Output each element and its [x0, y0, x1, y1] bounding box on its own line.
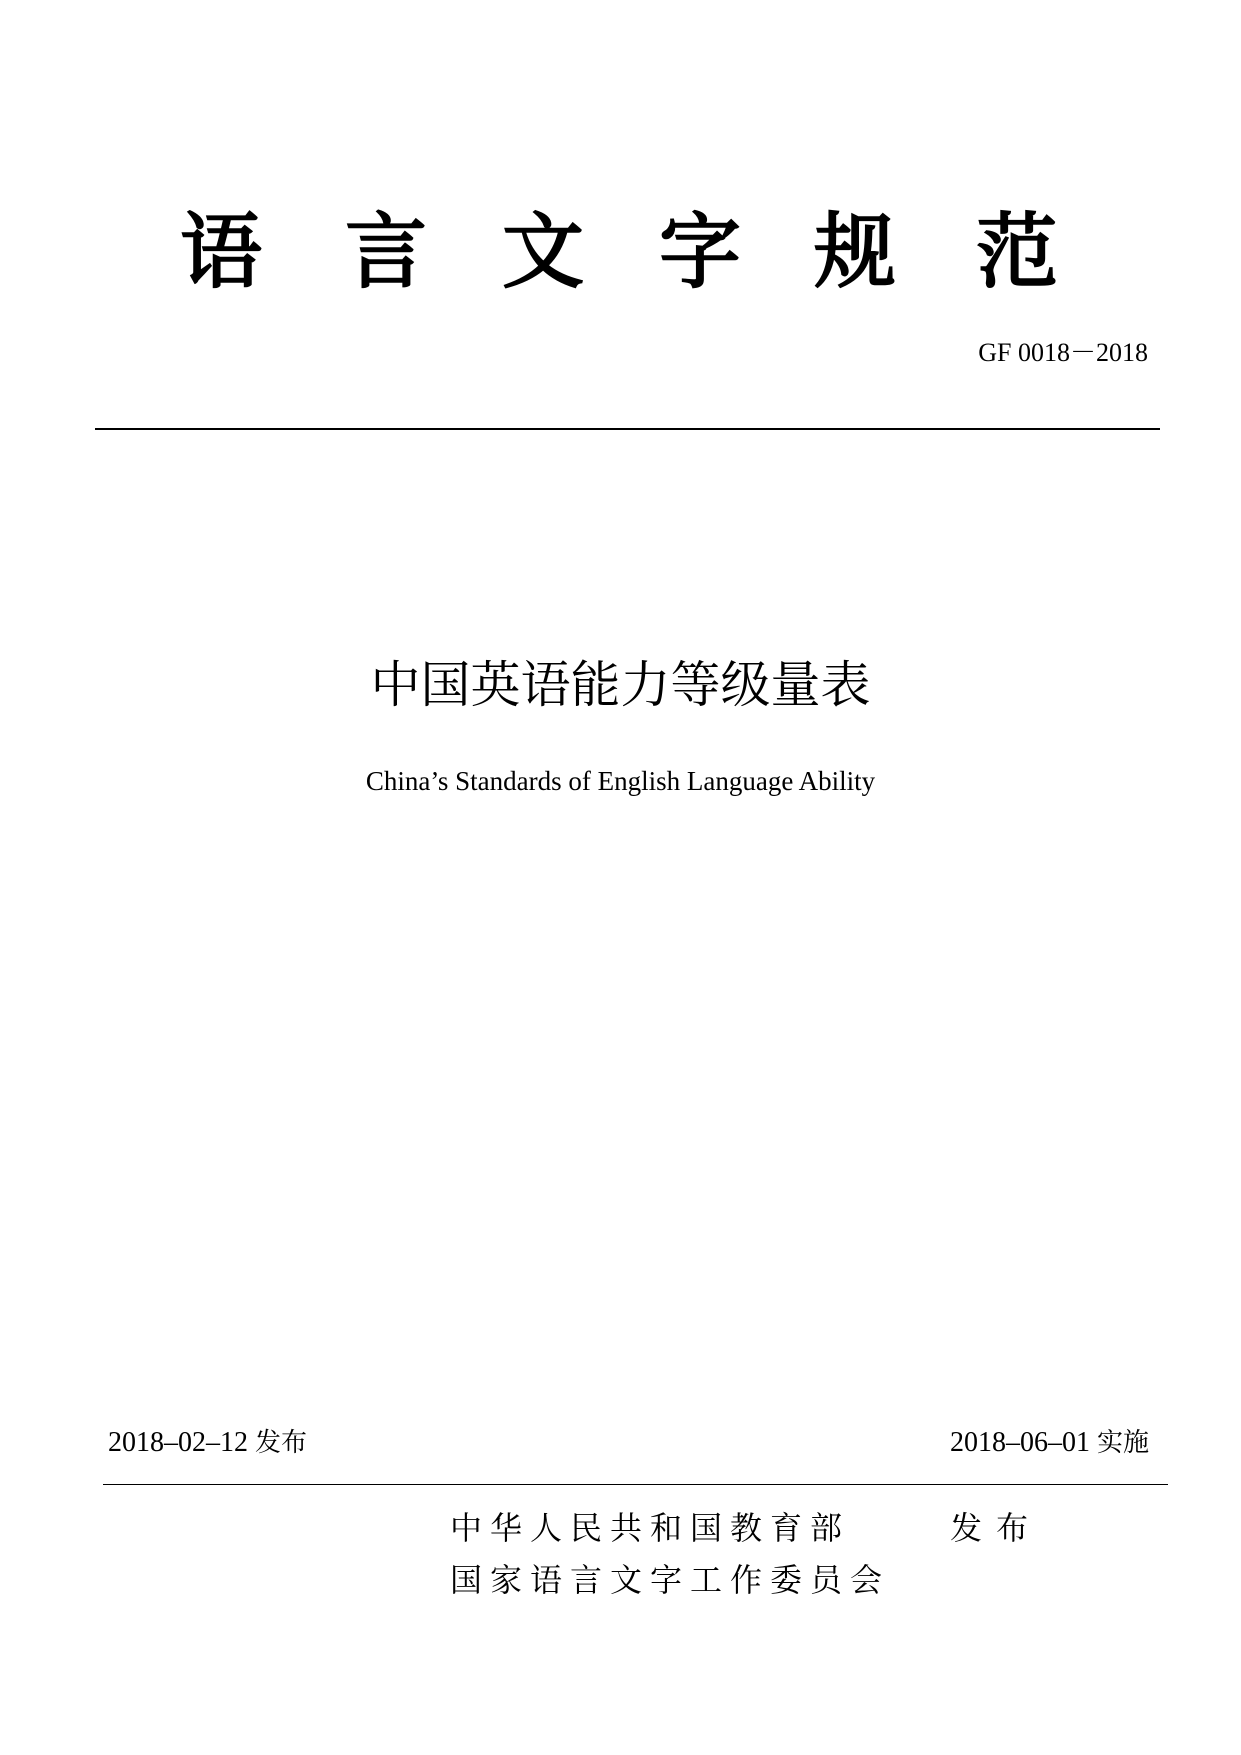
- masthead-char: 字: [659, 205, 742, 300]
- effective-date: [950, 1426, 1149, 1460]
- masthead-char: 规: [814, 205, 897, 300]
- issue-date-value: 2018–02–12: [108, 1427, 248, 1458]
- title-english: China’s Standards of English Language Ability: [365, 766, 876, 796]
- standard-code: GF 0018－2018: [978, 338, 1148, 367]
- top-divider: [95, 428, 1160, 430]
- issue-date: [108, 1426, 307, 1460]
- issuer-commission: 国家语言文字工作委员会: [450, 1561, 891, 1599]
- masthead-char: 语: [180, 205, 263, 300]
- issuer-ministry: 中华人民共和国教育部: [450, 1509, 851, 1547]
- masthead-char: 言: [345, 205, 428, 300]
- effective-date-value: 2018–06–01: [949, 1427, 1090, 1458]
- issue-date-label: 发布: [255, 1428, 308, 1458]
- issue-word: 发布: [950, 1509, 1043, 1547]
- title-chinese: 中国英语能力等级量表: [370, 656, 871, 714]
- effective-date-label: 实施: [1096, 1428, 1149, 1458]
- masthead-char: 范: [976, 205, 1059, 300]
- bottom-divider: [103, 1484, 1168, 1485]
- masthead-char: 文: [502, 205, 585, 300]
